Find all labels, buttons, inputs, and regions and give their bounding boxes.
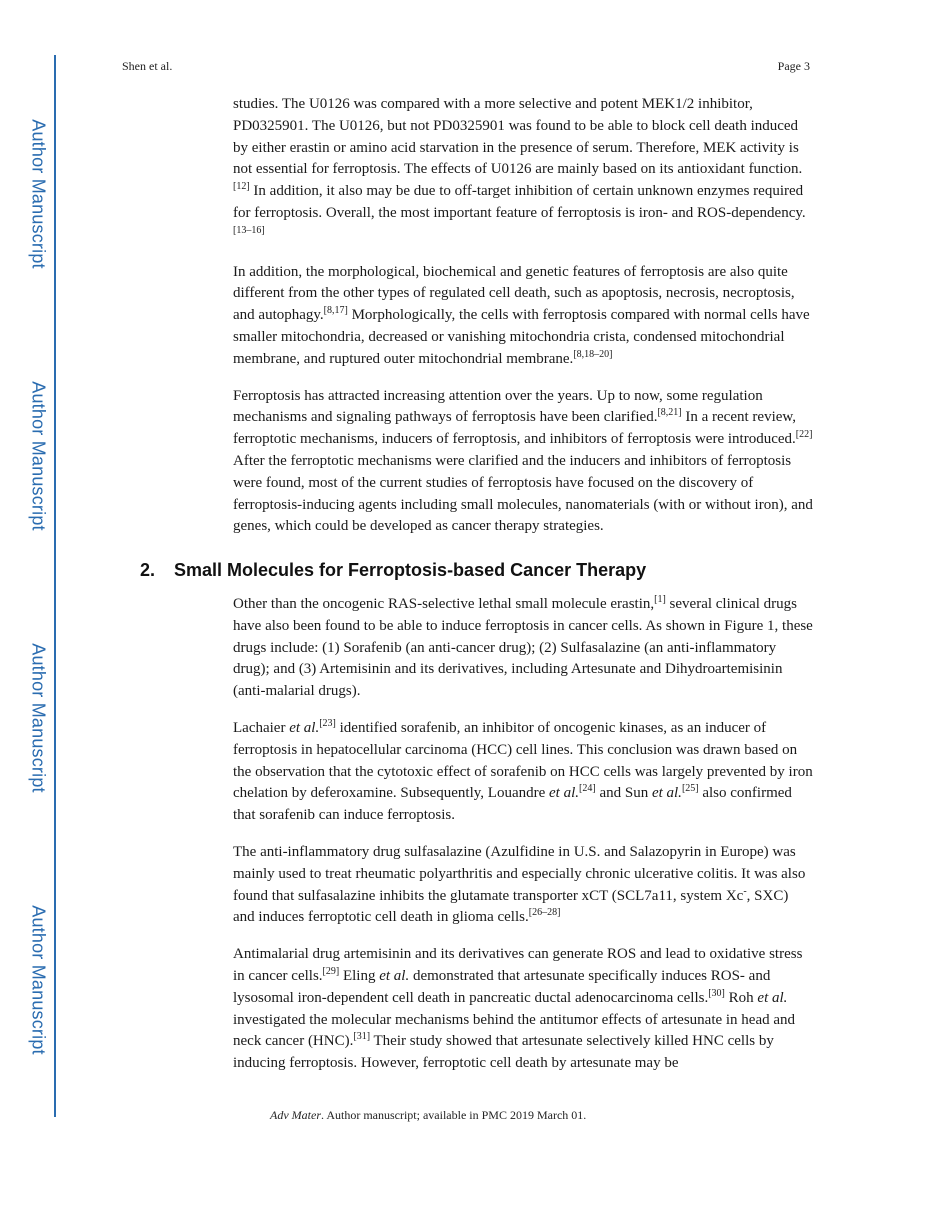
paragraph [233,718,813,827]
text-run: investigated the molecular mechanisms behind the antitumor effects of artesunate in head and neck cancer (HNC). [233,1011,796,1050]
italic-text: et al. [379,967,410,984]
text-run: identified sorafenib, an inhibitor of oncogenic kinases, as an inducer of ferroptosis in hepatocellular carcinoma (HCC) cell lines. This conclusion was drawn based on the observation that the cytotoxic effect of sorafenib on HCC cells was largely prevented by iron chelation by deferoxamine. Subsequently, Louandre [233,719,813,802]
citation-ref: - [743,885,747,897]
side-label-author-manuscript: Author Manuscript [28,381,49,531]
citation-ref: [26–28] [528,907,561,919]
italic-text: et al. [549,785,580,802]
citation-ref: [8,21] [657,407,682,419]
italic-text: et al. [757,989,788,1006]
side-rule [54,55,56,1117]
section-number: 2. [140,560,156,580]
text-run: Lachaier [233,719,290,736]
text-run: Antimalarial drug artemisinin and its derivatives can generate ROS and lead to oxidative stress in cancer cells. [233,946,803,984]
italic-text: et al. [651,785,682,802]
text-run: Other than the oncogenic RAS-selective lethal small molecule erastin, [233,596,655,612]
footer-text: . Author manuscript; available in PMC 2019 March 01. [320,1108,587,1122]
citation-ref: [12] [233,181,250,193]
section-text-block [233,594,813,1075]
paragraph [233,842,813,929]
section-heading [140,560,646,581]
text-run: and Sun [595,785,652,802]
paragraph [233,262,813,371]
text-run: Eling [339,967,380,984]
side-label-author-manuscript: Author Manuscript [28,119,49,269]
footer-journal: Adv Mater [270,1108,321,1122]
running-head-page: Page 3 [777,59,810,73]
text-run: After the ferroptotic mechanisms were clarified and the inducers and inhibitors of ferroptosis were found, most of the current studies of ferroptosis have focused on the discovery of ferroptosis-inducing agents including small molecules, nanomaterials (with or without iron), and genes, which could be developed as cancer therapy strategies. [233,452,813,535]
text-run: also confirmed that sorafenib can induce ferroptosis. [233,785,792,824]
citation-ref: [13–16] [233,224,265,236]
text-run: Their study showed that artesunate selectively killed HNC cells by inducing ferroptosis. However, ferroptotic cell death by artesunate may be [233,1033,774,1072]
text-run: several clinical drugs have also been found to be able to induce ferroptosis in cancer cells. As shown in Figure 1, these drugs include: (1) Sorafenib (an anti-cancer drug); (2) Sulfasalazine (an anti-inflammatory drug); and (3) Artemisinin and its derivatives, including Artesunate and Dihydroartemisinin (anti-malarial drugs). [233,596,813,700]
citation-ref: [23] [319,717,336,729]
citation-ref: [1] [654,594,666,605]
citation-ref: [29] [322,965,340,977]
text-run: studies. The U0126 was compared with a more selective and potent MEK1/2 inhibitor, PD0325901. The U0126, but not PD0325901 was found to be able to block cell death induced by either erastin or amino acid starvation in the presence of serum. Therefore, MEK activity is not essential for ferroptosis. The effects of U0126 are mainly based on its antioxidant function. [233,96,803,178]
citation-ref: [8,17] [323,305,348,317]
citation-ref: [8,18–20] [573,348,613,360]
text-run: Roh [724,989,758,1006]
text-run: demonstrated that artesunate specifically induces ROS- and lysosomal iron-dependent cell death in pancreatic ductal adenocarcinoma cells. [233,967,771,1006]
text-run: , SXC) and induces ferroptotic cell death in glioma cells. [233,887,789,926]
paragraph [233,594,813,703]
side-label-author-manuscript: Author Manuscript [28,905,49,1055]
citation-ref: [22] [795,429,813,441]
paragraph [233,944,813,1075]
section-title: Small Molecules for Ferroptosis-based Cancer Therapy [174,560,647,580]
italic-text: et al. [289,719,320,736]
paragraph [233,386,813,539]
intro-text-block [233,94,813,538]
citation-ref: [30] [708,987,725,999]
text-run: In a recent review, ferroptotic mechanisms, inducers of ferroptosis, and inhibitors of ferroptosis were introduced. [233,409,796,448]
side-label-author-manuscript: Author Manuscript [28,643,49,793]
citation-ref: [31] [353,1031,371,1043]
text-run: In addition, it also may be due to off-target inhibition of certain unknown enzymes required for ferroptosis. Overall, the most important feature of ferroptosis is iron- and ROS-dependency. [233,183,806,221]
text-run: Ferroptosis has attracted increasing attention over the years. Up to now, some regulation mechanisms and signaling pathways of ferroptosis have been clarified. [233,387,763,426]
text-run: Morphologically, the cells with ferroptosis compared with normal cells have smaller mitochondria, decreased or vanishing mitochondria crista, condensed mitochondrial membrane, and ruptured outer mitochondrial membrane. [233,307,810,367]
running-head-author: Shen et al. [122,59,173,73]
paragraph [233,94,813,247]
citation-ref: [24] [579,783,596,795]
citation-ref: [25] [681,783,699,795]
footer [270,1108,586,1123]
text-run: In addition, the morphological, biochemical and genetic features of ferroptosis are also quite different from the other types of regulated cell death, such as apoptosis, necrosis, necroptosis, and autophagy. [233,263,795,324]
text-run: The anti-inflammatory drug sulfasalazine (Azulfidine in U.S. and Salazopyrin in Europe) was mainly used to treat rheumatic polyarthritis and especially chronic ulcerative colitis. It was also found that sulfasalazine inhibits the glutamate transporter xCT (SCL7a11, system Xc [233,843,806,904]
